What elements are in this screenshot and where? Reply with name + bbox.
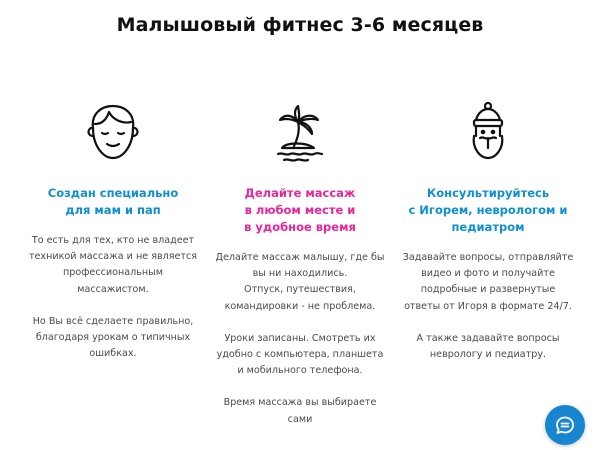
feature-description: Уроки записаны. Смотреть их удобно с компьютера, планшета и мобильного телефона. [216,332,384,377]
chat-button[interactable] [545,405,585,445]
page-title: Малышовый фитнес 3-6 месяцев [116,14,484,36]
feature-description: А также задавайте вопросы неврологу и педиатру. [416,332,560,361]
feature-description: Задавайте вопросы, отправляйте видео и фото и получайте подробные и развернутые ответы от Игоря в формате 24/7. [402,252,574,312]
feature-description: Делайте массаж малышу, где бы вы ни находились. Отпуск, путешествия, командировки - не проблема. [215,252,385,312]
feature-heading: Создан специально для мам и пап [47,186,179,217]
feature-heading: Консультируйтесь с Игорем, неврологом и педиатром [408,186,568,234]
feature-description: Но Вы всё сделаете правильно, благодаря урокам о типичных ошибках. [32,315,194,360]
palm-island-icon [268,100,332,164]
feature-description: То есть для тех, кто не владеет техникой массажа и не является профессиональным массажистом. [28,235,198,295]
feature-anywhere-anytime [205,100,395,428]
feature-description: Время массажа вы выбираете сами [223,397,377,425]
chat-bubble-icon [553,413,577,437]
feature-heading: Делайте массаж в любом месте и в удобное время [244,186,356,234]
feature-consultations [393,100,583,363]
child-face-icon [81,100,145,164]
doctor-santa-icon [456,100,520,164]
feature-made-for-parents [18,100,208,362]
